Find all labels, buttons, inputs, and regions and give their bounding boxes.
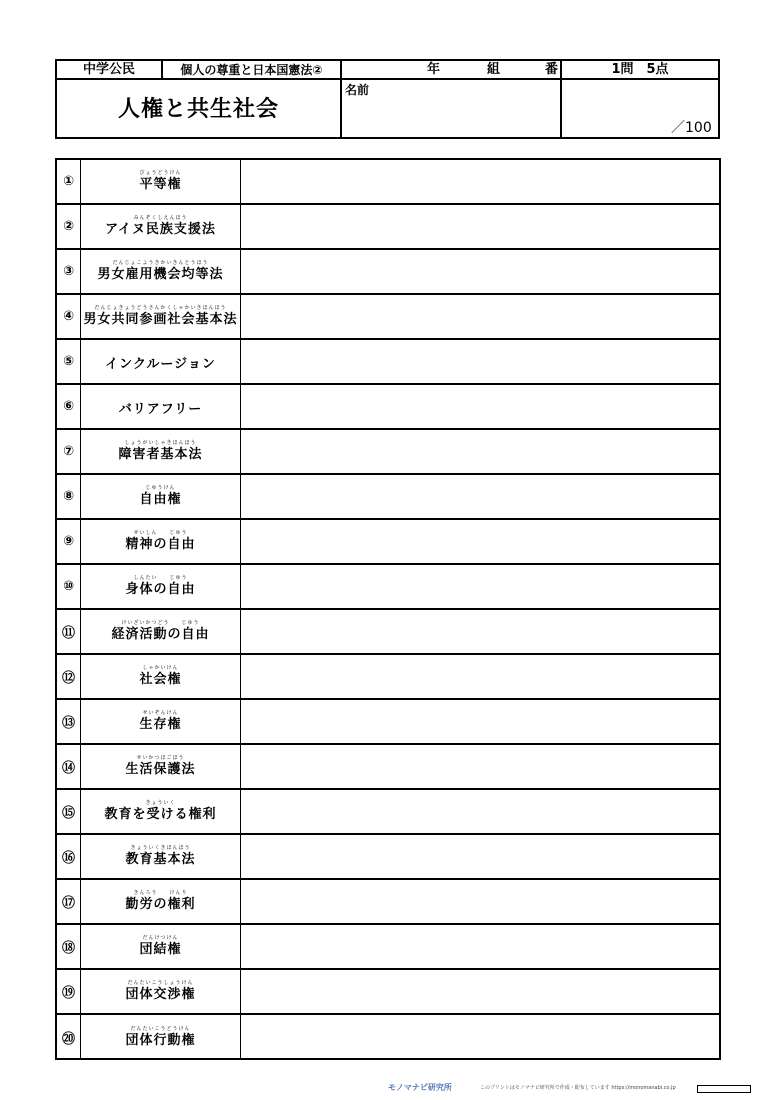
header-box [55,59,720,139]
year-label: 年 [427,62,441,77]
table-row [57,295,719,340]
question-number: ⑫ [57,655,81,698]
answer-field[interactable] [241,970,719,1013]
term-label: 生活保護法 [125,762,196,777]
answer-field[interactable] [241,700,719,743]
question-number: ⑦ [57,430,81,473]
term-cell [81,970,241,1013]
question-table [55,158,721,1060]
header-divider [340,61,342,137]
answer-field[interactable] [241,790,719,833]
table-row [57,925,719,970]
question-number: ⑪ [57,610,81,653]
question-number: ⑨ [57,520,81,563]
term-label: インクルージョン [105,357,216,372]
table-row [57,790,719,835]
term-cell [81,700,241,743]
score-label: ／100 [671,120,712,136]
term-label: 障害者基本法 [118,447,203,462]
answer-field[interactable] [241,205,719,248]
answer-field[interactable] [241,340,719,383]
term-label: 平等権 [139,177,182,192]
term-label: 経済活動の自由 [111,627,210,642]
question-number: ⑱ [57,925,81,968]
table-row [57,655,719,700]
answer-field[interactable] [241,880,719,923]
term-label: 社会権 [139,672,182,687]
term-cell [81,565,241,608]
term-label: 男女共同参画社会基本法 [83,312,238,327]
table-row [57,385,719,430]
number-label: 番 [545,62,559,77]
term-cell [81,925,241,968]
term-cell [81,205,241,248]
question-number: ⑧ [57,475,81,518]
answer-field[interactable] [241,385,719,428]
question-number: ⑤ [57,340,81,383]
question-number: ④ [57,295,81,338]
term-label: 身体の自由 [125,582,196,597]
term-ruby: しゃかいけん [142,665,179,671]
answer-field[interactable] [241,610,719,653]
table-row [57,430,719,475]
term-ruby: せいぞんけん [142,710,179,716]
term-label: 生存権 [139,717,182,732]
term-label: 教育を受ける権利 [104,807,217,822]
answer-field[interactable] [241,925,719,968]
term-ruby: みんぞくしえんほう [133,215,188,221]
term-cell [81,655,241,698]
question-number: ③ [57,250,81,293]
answer-field[interactable] [241,835,719,878]
term-cell [81,880,241,923]
answer-field[interactable] [241,160,719,203]
table-row [57,835,719,880]
table-row [57,610,719,655]
brand-logo: モノマナビ研究所 [388,1083,452,1092]
answer-field[interactable] [241,745,719,788]
table-row [57,520,719,565]
score-field[interactable] [562,80,718,137]
table-row [57,700,719,745]
answer-field[interactable] [241,250,719,293]
question-number: ⑬ [57,700,81,743]
answer-field[interactable] [241,475,719,518]
term-ruby: しょうがいしゃきほんほう [124,440,197,446]
question-number: ② [57,205,81,248]
answer-field[interactable] [241,520,719,563]
term-cell [81,610,241,653]
term-ruby: だんじょこようきかいきんとうほう [112,260,209,266]
term-ruby: びょうどうけん [139,170,182,176]
term-ruby: じゆうけん [145,485,176,491]
term-label: 団結権 [139,942,182,957]
term-cell [81,745,241,788]
answer-field[interactable] [241,655,719,698]
table-row [57,340,719,385]
term-cell [81,340,241,383]
table-row [57,160,719,205]
term-label: バリアフリー [118,402,203,417]
question-number: ⑩ [57,565,81,608]
table-row [57,205,719,250]
table-row [57,250,719,295]
unit-label: 個人の尊重と日本国憲法② [180,63,323,77]
answer-field[interactable] [241,565,719,608]
points-label: 1問 5点 [611,62,669,77]
term-ruby: きょういくきほんほう [130,845,191,851]
term-cell [81,250,241,293]
answer-field[interactable] [241,1015,719,1060]
table-row [57,880,719,925]
term-label: 男女雇用機会均等法 [97,267,224,282]
term-ruby: だんたいこうどうけん [130,1026,191,1032]
question-number: ⑰ [57,880,81,923]
term-label: 教育基本法 [125,852,196,867]
term-cell [81,475,241,518]
question-number: ⑥ [57,385,81,428]
page-title: 人権と共生社会 [117,97,279,122]
table-row [57,475,719,520]
term-cell [81,385,241,428]
term-label: 自由権 [139,492,182,507]
answer-field[interactable] [241,295,719,338]
question-number: ⑮ [57,790,81,833]
class-label: 組 [487,62,501,77]
term-cell [81,295,241,338]
question-number: ⑯ [57,835,81,878]
table-row [57,970,719,1015]
answer-field[interactable] [241,430,719,473]
footer-box [697,1085,751,1093]
term-cell [81,790,241,833]
table-row [57,745,719,790]
term-label: 勤労の権利 [125,897,196,912]
footer-note: このプリントはモノマナビ研究所で作成・配布しています https://monomanabi.co.jp [480,1085,676,1091]
term-label: 団体行動権 [125,1033,196,1048]
table-row [57,565,719,610]
name-field[interactable] [343,80,560,137]
table-row [57,1015,719,1060]
term-ruby: けいざいかつどう じゆう [121,620,200,626]
subject-label: 中学公民 [82,62,135,77]
term-ruby: きょういく [145,800,176,806]
term-cell [81,835,241,878]
question-number: ⑭ [57,745,81,788]
term-label: アイヌ民族支援法 [105,222,216,237]
term-ruby: せいかつほごほう [136,755,185,761]
term-cell [81,1015,241,1060]
term-label: 団体交渉権 [125,987,196,1002]
question-number: ① [57,160,81,203]
term-ruby: しんたい じゆう [133,575,188,581]
term-cell [81,160,241,203]
question-number: ⑳ [57,1015,81,1060]
term-cell [81,520,241,563]
term-cell [81,430,241,473]
term-label: 精神の自由 [125,537,196,552]
term-ruby: だんじょきょうどうさんかくしゃかいきほんほう [94,305,227,311]
term-ruby: きんろう けんり [133,890,188,896]
term-ruby: だんけつけん [142,935,179,941]
question-number: ⑲ [57,970,81,1013]
name-label: 名前 [345,83,370,97]
term-ruby: せいしん じゆう [133,530,188,536]
term-ruby: だんたいこうしょうけん [127,980,194,986]
